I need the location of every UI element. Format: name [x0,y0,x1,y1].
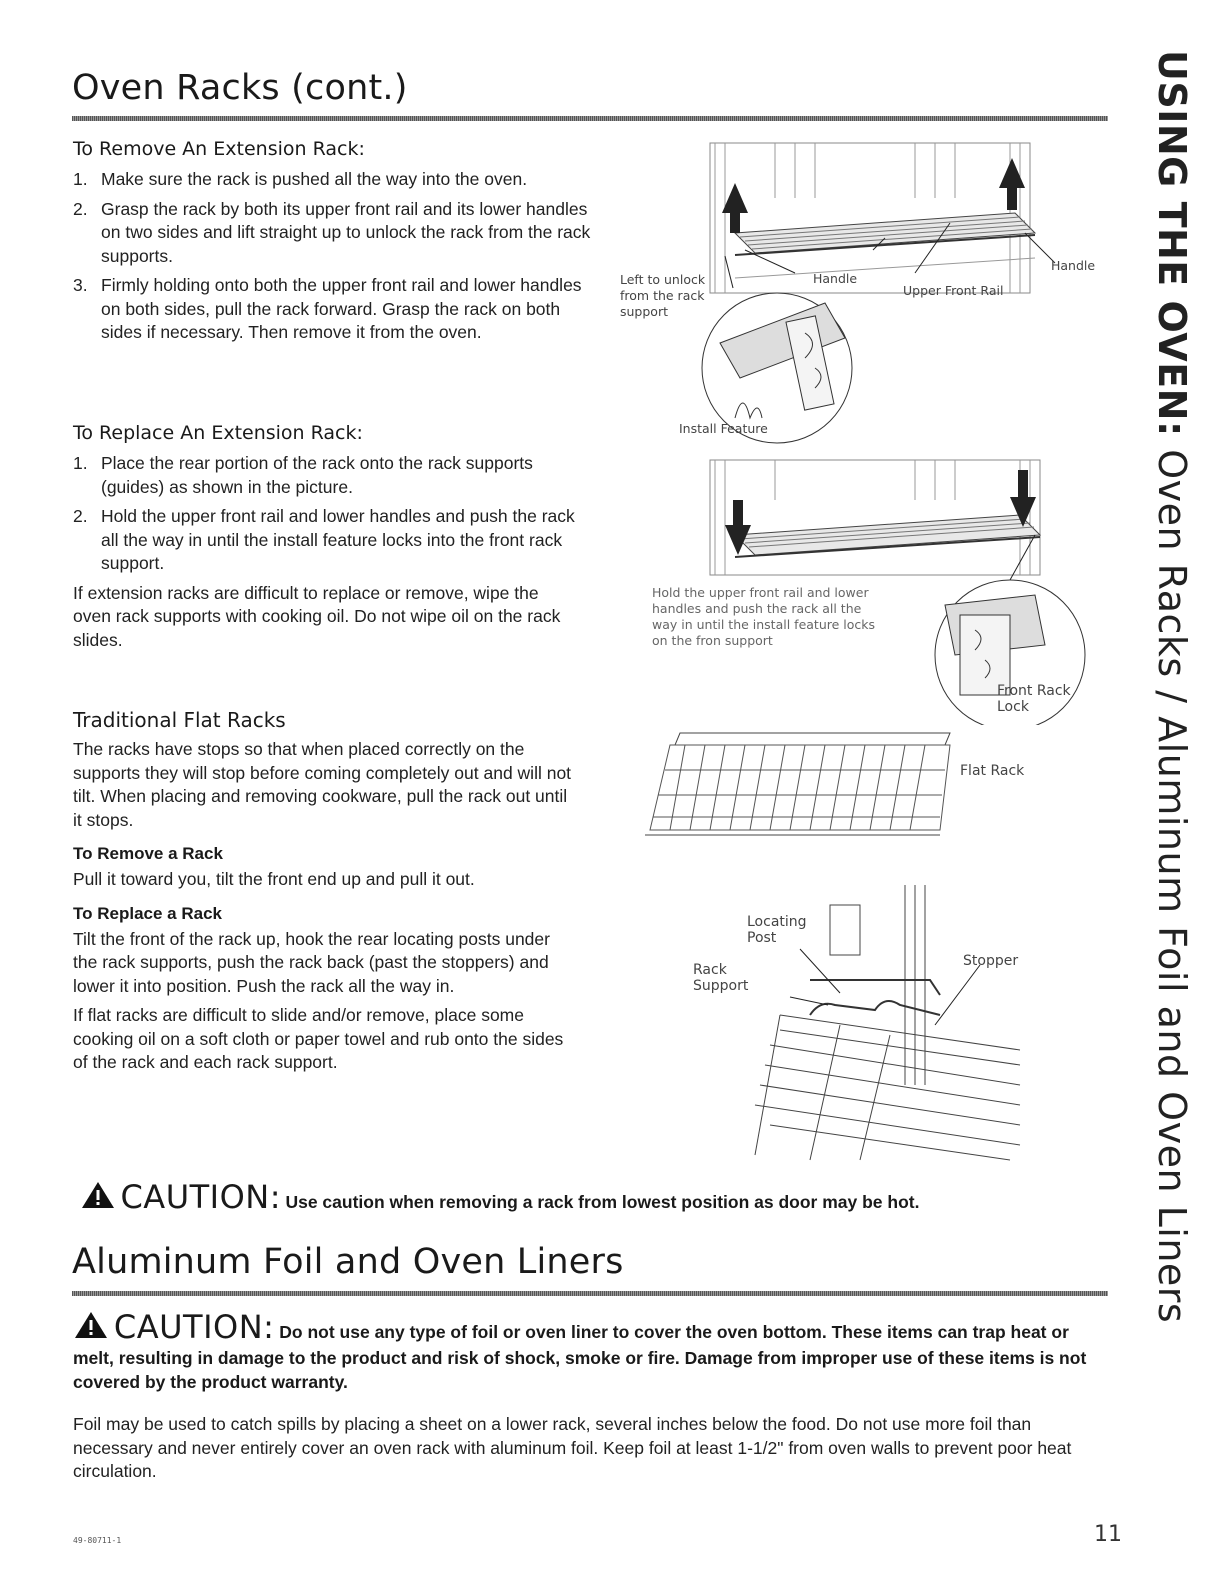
page-number: 11 [1094,1522,1122,1547]
extension-rack-unlock-figure [615,138,1115,448]
rack-support-label: Rack Support [693,962,749,994]
rack-support-figure [690,885,1070,1165]
replace-extension-steps [73,452,593,576]
flat-racks-heading: Traditional Flat Racks [73,708,286,732]
flat-rack-illustration [640,725,1060,845]
remove-extension-steps [73,168,593,345]
locating-post-label: Locating Post [747,914,807,946]
list-item: 1. Make sure the rack is pushed all the way into the oven. [73,169,528,189]
foil-body-text: Foil may be used to catch spills by placing a sheet on a lower rack, several inches below the food. Do not use more foil than necessary and never entirely cover an oven rack with aluminum foil. Keep foil at least 1-1/2" from oven walls to prevent poor heat circulation. [73,1414,1072,1481]
caution-label: CAUTION: [120,1178,281,1216]
caution-text: Do not use any type of foil or oven liner to cover the oven bottom. These items can trap heat or melt, resulting in damage to the product and risk of shock, smoke or fire. Damage from improper use of these items is not covered by the product warranty. [73,1322,1087,1392]
caution-banner-foil [73,1310,1113,1394]
flat-rack-label: Flat Rack [960,763,1025,779]
sidebar-label: USING THE OVEN: Oven Racks / Aluminum Foil and Oven Liners [1150,50,1194,1324]
list-item: 2. Grasp the rack by both its upper front rail and its lower handles on two sides and lift straight up to unlock the rack from the rack supports. [73,198,591,266]
list-item: 3. Firmly holding onto both the upper front rail and lower handles on both sides, pull the rack forward. Grasp the rack on both sides if necessary. Then remove it from the oven. [73,275,582,342]
foil-section-title: Aluminum Foil and Oven Liners [72,1242,624,1282]
replace-extension-block [73,422,593,652]
flat-racks-note: If flat racks are difficult to slide and/or remove, place some cooking oil on a soft cloth or paper towel and rub onto the sides of the rack and each rack support. [73,1005,564,1072]
replace-rack-heading: To Replace a Rack [73,903,222,923]
warning-icon [80,1180,116,1215]
doc-number: 49-80711-1 [73,1536,122,1545]
page-title: Oven Racks (cont.) [72,68,408,108]
sidebar-tab [1146,50,1196,1324]
unlock-caption: Left to unlock from the rack support [620,272,706,319]
foil-title-rule [72,1291,1108,1296]
stopper-label: Stopper [963,953,1019,969]
replace-extension-note: If extension racks are difficult to replace or remove, wipe the oven rack supports with cooking oil. Do not wipe oil on the rack slides. [73,582,561,650]
caution-banner-racks [80,1178,1140,1216]
left-column [73,138,593,351]
list-item: 1. Place the rear portion of the rack onto the rack supports (guides) as shown in the picture. [73,453,533,497]
upper-front-rail-label: Upper Front Rail [903,283,1004,298]
title-rule [72,116,1108,121]
warning-icon [73,1310,109,1346]
remove-rack-heading: To Remove a Rack [73,844,223,863]
remove-rack-text: Pull it toward you, tilt the front end up and pull it out. [73,869,475,889]
handle-label: Handle [813,271,858,286]
install-feature-label: Install Feature [679,421,768,436]
caution-text: Use caution when removing a rack from lowest position as door may be hot. [285,1192,920,1212]
flat-rack-figure [640,725,1060,845]
replace-rack-text: Tilt the front of the rack up, hook the rear locating posts under the rack supports, push the rack back (past the stoppers) and lower it into position. Push the rack all the way in. [73,928,550,996]
handle-label-right: Handle [1051,258,1096,273]
flat-racks-block [73,708,573,1075]
replace-extension-heading: To Replace An Extension Rack: [73,422,363,444]
list-item: 2. Hold the upper front rail and lower handles and push the rack all the way in until the install feature locks into the front rack support. [73,506,575,573]
remove-extension-heading: To Remove An Extension Rack: [73,138,365,160]
caution-label: CAUTION: [113,1308,275,1346]
extension-rack-replace-figure [615,455,1115,725]
front-rack-lock-label: Front Rack Lock [997,683,1071,715]
replace-caption: Hold the upper front rail and lower handles and push the rack all the way in until the install feature locks on the fron support [652,585,876,648]
flat-racks-intro: The racks have stops so that when placed correctly on the supports they will stop before coming completely out and will not tilt. When placing and removing cookware, pull the rack out until it stops. [73,739,572,830]
